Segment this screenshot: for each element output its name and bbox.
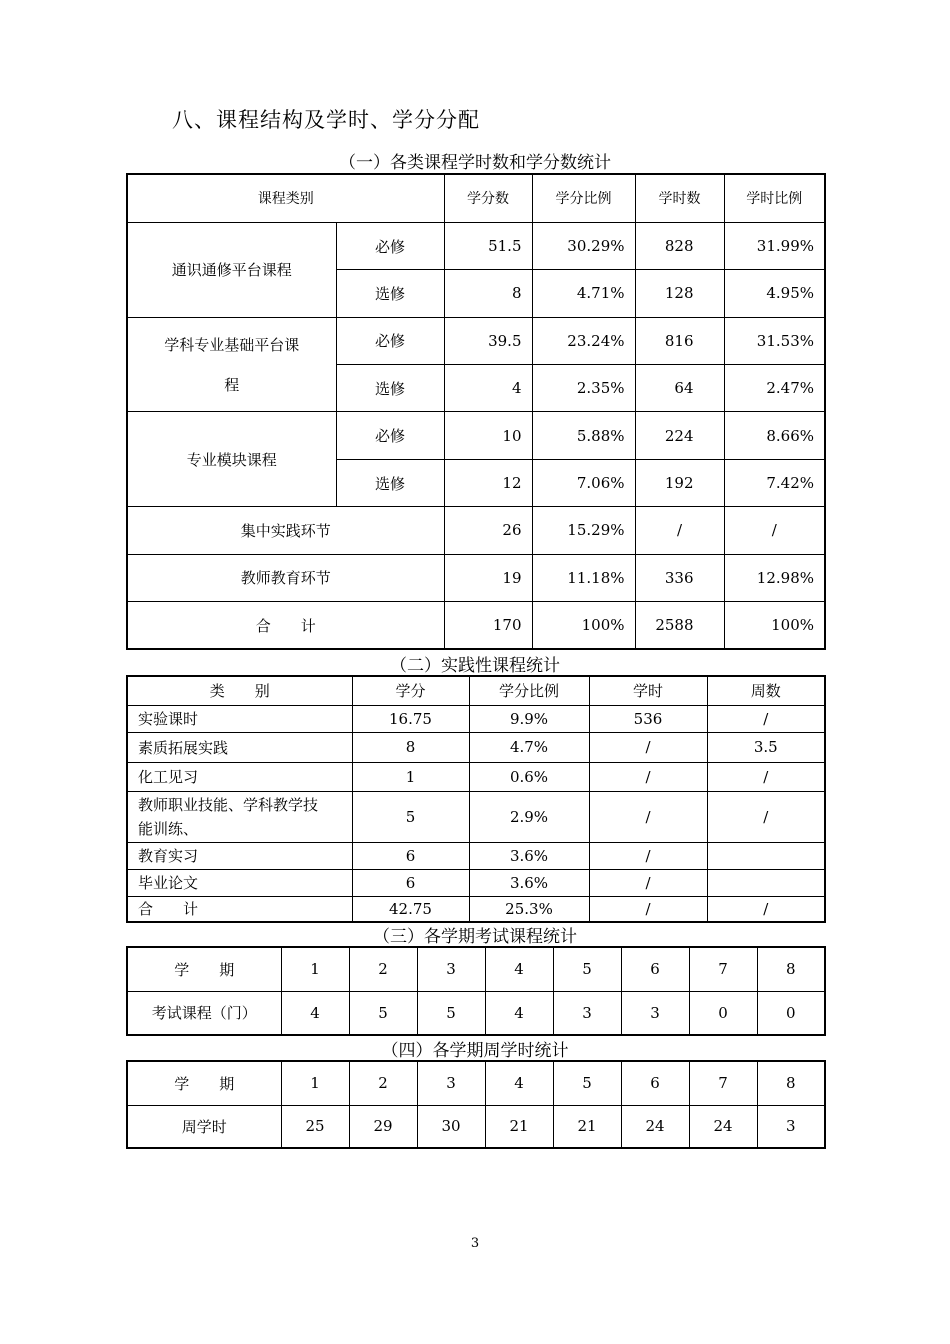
hours-cell: 224 xyxy=(635,412,724,459)
table-row xyxy=(127,869,825,896)
term-row xyxy=(127,947,825,991)
value-cell: 0 xyxy=(689,991,757,1035)
row-label: 合 计 xyxy=(127,896,352,922)
hours-cell: 336 xyxy=(635,554,724,601)
value-row xyxy=(127,1105,825,1148)
term-cell: 8 xyxy=(757,947,825,991)
ratio-cell: 4.7% xyxy=(469,732,589,762)
term-cell: 4 xyxy=(485,1061,553,1105)
table1-caption: （一）各类课程学时数和学分数统计 xyxy=(339,153,611,173)
ratio-cell: 3.6% xyxy=(469,869,589,896)
term-cell: 6 xyxy=(621,1061,689,1105)
credit-hours-table xyxy=(126,173,826,650)
ratio-cell: 9.9% xyxy=(469,705,589,732)
table1-header-row xyxy=(127,174,825,222)
header-hours: 学时数 xyxy=(635,174,724,222)
term-cell: 4 xyxy=(485,947,553,991)
course-type: 必修 xyxy=(336,317,444,364)
term-cell: 1 xyxy=(281,1061,349,1105)
course-type: 选修 xyxy=(336,459,444,506)
group-name xyxy=(127,317,336,412)
section-heading: 八、课程结构及学时、学分分配 xyxy=(172,108,480,132)
hours-cell: / xyxy=(589,869,707,896)
course-type: 选修 xyxy=(336,365,444,412)
ratio-cell: 2.9% xyxy=(469,791,589,842)
credit-ratio-cell: 30.29% xyxy=(532,222,635,269)
hour-ratio-cell: 12.98% xyxy=(724,554,825,601)
hours-cell: / xyxy=(635,507,724,554)
header-category: 课程类别 xyxy=(127,174,444,222)
hours-cell: / xyxy=(589,842,707,869)
table-row xyxy=(127,412,825,459)
term-cell: 2 xyxy=(349,1061,417,1105)
header-credits: 学分数 xyxy=(444,174,532,222)
hours-cell: / xyxy=(589,791,707,842)
term-cell: 6 xyxy=(621,947,689,991)
value-cell: 3 xyxy=(757,1105,825,1148)
value-cell: 30 xyxy=(417,1105,485,1148)
group-name: 专业模块课程 xyxy=(127,412,336,507)
weeks-cell: / xyxy=(707,762,825,791)
credit-ratio-cell: 23.24% xyxy=(532,317,635,364)
weeks-cell: / xyxy=(707,705,825,732)
course-type: 必修 xyxy=(336,222,444,269)
row-label: 素质拓展实践 xyxy=(127,732,352,762)
total-row xyxy=(127,896,825,922)
table2-header-row xyxy=(127,676,825,705)
credits-cell: 16.75 xyxy=(352,705,469,732)
row-label-line1: 教师职业技能、学科教学技 xyxy=(138,795,319,814)
row-label: 集中实践环节 xyxy=(127,507,444,554)
credits-cell: 6 xyxy=(352,869,469,896)
row-label-line2: 能训练、 xyxy=(138,819,199,838)
row-label: 实验课时 xyxy=(127,705,352,732)
ratio-cell: 25.3% xyxy=(469,896,589,922)
value-cell: 3 xyxy=(621,991,689,1035)
credits-cell: 42.75 xyxy=(352,896,469,922)
value-cell: 21 xyxy=(485,1105,553,1148)
row-label: 合 计 xyxy=(127,602,444,649)
hours-cell: 536 xyxy=(589,705,707,732)
table-row xyxy=(127,554,825,601)
row-label: 教师教育环节 xyxy=(127,554,444,601)
weekly-hours-table xyxy=(126,1060,826,1149)
credit-ratio-cell: 100% xyxy=(532,602,635,649)
credits-cell: 5 xyxy=(352,791,469,842)
credits-cell: 12 xyxy=(444,459,532,506)
weeks-cell xyxy=(707,869,825,896)
row-label: 学 期 xyxy=(127,947,281,991)
credits-cell: 170 xyxy=(444,602,532,649)
term-cell: 7 xyxy=(689,947,757,991)
credits-cell: 51.5 xyxy=(444,222,532,269)
group-name-line1: 学科专业基础平台课 xyxy=(164,335,300,354)
header-credit-ratio: 学分比例 xyxy=(532,174,635,222)
table-row xyxy=(127,222,825,269)
group-name: 通识通修平台课程 xyxy=(127,222,336,317)
table-row xyxy=(127,705,825,732)
hour-ratio-cell: / xyxy=(724,507,825,554)
table-row xyxy=(127,791,825,842)
credits-cell: 6 xyxy=(352,842,469,869)
table-row xyxy=(127,762,825,791)
header-category: 类 别 xyxy=(127,676,352,705)
credits-cell: 10 xyxy=(444,412,532,459)
credit-ratio-cell: 7.06% xyxy=(532,459,635,506)
term-cell: 7 xyxy=(689,1061,757,1105)
course-type: 选修 xyxy=(336,270,444,317)
value-cell: 25 xyxy=(281,1105,349,1148)
term-cell: 5 xyxy=(553,1061,621,1105)
table-row xyxy=(127,317,825,364)
weeks-cell: / xyxy=(707,896,825,922)
term-cell: 1 xyxy=(281,947,349,991)
exam-course-table xyxy=(126,946,826,1036)
value-cell: 3 xyxy=(553,991,621,1035)
value-cell: 5 xyxy=(417,991,485,1035)
header-credits: 学分 xyxy=(352,676,469,705)
row-label: 考试课程（门） xyxy=(127,991,281,1035)
credits-cell: 8 xyxy=(444,270,532,317)
credit-ratio-cell: 5.88% xyxy=(532,412,635,459)
hour-ratio-cell: 2.47% xyxy=(724,365,825,412)
hour-ratio-cell: 31.53% xyxy=(724,317,825,364)
hours-cell: 64 xyxy=(635,365,724,412)
hour-ratio-cell: 8.66% xyxy=(724,412,825,459)
row-label: 教育实习 xyxy=(127,842,352,869)
hour-ratio-cell: 100% xyxy=(724,602,825,649)
value-row xyxy=(127,991,825,1035)
term-cell: 3 xyxy=(417,947,485,991)
credits-cell: 4 xyxy=(444,365,532,412)
ratio-cell: 3.6% xyxy=(469,842,589,869)
hours-cell: 828 xyxy=(635,222,724,269)
header-hours: 学时 xyxy=(589,676,707,705)
credit-ratio-cell: 11.18% xyxy=(532,554,635,601)
credits-cell: 39.5 xyxy=(444,317,532,364)
table-row xyxy=(127,732,825,762)
hours-cell: / xyxy=(589,732,707,762)
credits-cell: 26 xyxy=(444,507,532,554)
value-cell: 29 xyxy=(349,1105,417,1148)
value-cell: 5 xyxy=(349,991,417,1035)
course-type: 必修 xyxy=(336,412,444,459)
hours-cell: 192 xyxy=(635,459,724,506)
row-label: 周学时 xyxy=(127,1105,281,1148)
credit-ratio-cell: 15.29% xyxy=(532,507,635,554)
term-cell: 3 xyxy=(417,1061,485,1105)
hours-cell: 128 xyxy=(635,270,724,317)
weeks-cell xyxy=(707,842,825,869)
weeks-cell: / xyxy=(707,791,825,842)
term-cell: 5 xyxy=(553,947,621,991)
row-label: 化工见习 xyxy=(127,762,352,791)
header-weeks: 周数 xyxy=(707,676,825,705)
total-row xyxy=(127,602,825,649)
hour-ratio-cell: 4.95% xyxy=(724,270,825,317)
credit-ratio-cell: 2.35% xyxy=(532,365,635,412)
term-cell: 2 xyxy=(349,947,417,991)
table-row xyxy=(127,507,825,554)
value-cell: 24 xyxy=(621,1105,689,1148)
value-cell: 24 xyxy=(689,1105,757,1148)
hour-ratio-cell: 7.42% xyxy=(724,459,825,506)
credits-cell: 19 xyxy=(444,554,532,601)
hour-ratio-cell: 31.99% xyxy=(724,222,825,269)
ratio-cell: 0.6% xyxy=(469,762,589,791)
value-cell: 21 xyxy=(553,1105,621,1148)
row-label: 毕业论文 xyxy=(127,869,352,896)
hours-cell: / xyxy=(589,762,707,791)
term-row xyxy=(127,1061,825,1105)
value-cell: 0 xyxy=(757,991,825,1035)
header-credit-ratio: 学分比例 xyxy=(469,676,589,705)
value-cell: 4 xyxy=(281,991,349,1035)
practice-course-table xyxy=(126,675,826,923)
table3-caption: （三）各学期考试课程统计 xyxy=(373,927,577,947)
table2-caption: （二）实践性课程统计 xyxy=(390,656,560,676)
credits-cell: 1 xyxy=(352,762,469,791)
table-row xyxy=(127,842,825,869)
hours-cell: 2588 xyxy=(635,602,724,649)
weeks-cell: 3.5 xyxy=(707,732,825,762)
table4-caption: （四）各学期周学时统计 xyxy=(381,1041,569,1061)
page-number: 3 xyxy=(470,1236,480,1251)
row-label xyxy=(127,791,352,842)
row-label: 学 期 xyxy=(127,1061,281,1105)
credits-cell: 8 xyxy=(352,732,469,762)
value-cell: 4 xyxy=(485,991,553,1035)
credit-ratio-cell: 4.71% xyxy=(532,270,635,317)
hours-cell: 816 xyxy=(635,317,724,364)
header-hour-ratio: 学时比例 xyxy=(724,174,825,222)
group-name-line2: 程 xyxy=(224,375,240,394)
term-cell: 8 xyxy=(757,1061,825,1105)
hours-cell: / xyxy=(589,896,707,922)
